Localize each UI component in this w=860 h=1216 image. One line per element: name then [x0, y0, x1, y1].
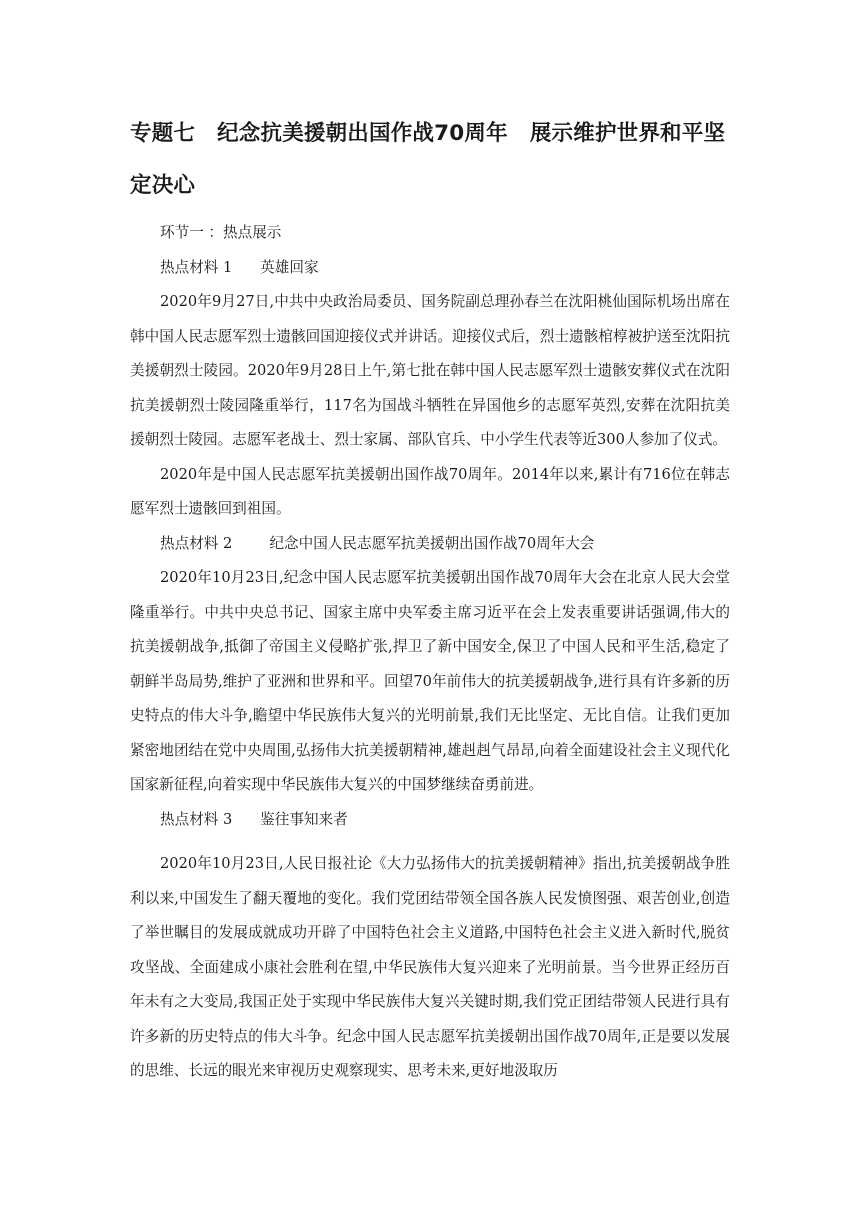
material-paragraph: 2020年10月23日,人民日报社论《大力弘扬伟大的抗美援朝精神》指出,抗美援朝战争胜利以来,中国发生了翻天覆地的变化。我们党团结带领全国各族人民发愤图强、艰苦创业,创造了举世瞩目的发展成就成功开辟了中国特色社会主义道路,中国特色社会主义进入新时代,脱贫攻坚战、全面建成小康社会胜利在望,中华民族伟大复兴迎来了光明前景。当今世界正经历百年未有之大变局,我国正处于实现中华民族伟大复兴关键时期,我们党正团结带领人民进行具有许多新的历史特点的伟大斗争。纪念中国人民志愿军抗美援朝出国作战70周年,正是要以发展的思维、长远的眼光来审视历史观察现实、思考未来,更好地汲取历 [130, 855, 730, 1079]
section-heading: 环节一 ：热点展示 [160, 224, 282, 241]
material-label: 热点材料 3 [160, 810, 233, 828]
material-heading [130, 251, 730, 286]
title-theme: 纪念抗美援朝出国作战70周年 [217, 121, 508, 146]
material-paragraph: 2020年是中国人民志愿军抗美援朝出国作战70周年。2014年以来,累计有716位在韩志愿军烈士遗骸回到祖国。 [130, 465, 730, 517]
material-title: 纪念中国人民志愿军抗美援朝出国作战70周年大会 [269, 534, 595, 552]
material-paragraph: 2020年10月23日,纪念中国人民志愿军抗美援朝出国作战70周年大会在北京人民大会堂隆重举行。中共中央总书记、国家主席中央军委主席习近平在会上发表重要讲话强调,伟大的抗美援朝战争,抵御了帝国主义侵略扩张,捍卫了新中国安全,保卫了中国人民和平生活,稳定了朝鲜半岛局势,维护了亚洲和世界和平。回望70年前伟大的抗美援朝战争,进行具有许多新的历史特点的伟大斗争,瞻望中华民族伟大复兴的光明前景,我们无比坚定、无比自信。让我们更加紧密地团结在党中央周围,弘扬伟大抗美援朝精神,雄赳赳气昂昂,向着全面建设社会主义现代化国家新征程,向着实现中华民族伟大复兴的中国梦继续奋勇前进。 [130, 569, 730, 793]
material-title: 鉴往事知来者 [260, 810, 348, 828]
material-heading [130, 803, 730, 838]
material-paragraph: 2020年9月27日,中共中央政治局委员、国务院副总理孙春兰在沈阳桃仙国际机场出席在韩中国人民志愿军烈士遗骸回国迎接仪式并讲话。迎接仪式后，烈士遗骸棺椁被护送至沈阳抗美援朝烈士陵园。2020年9月28日上午,第七批在韩中国人民志愿军烈士遗骸安葬仪式在沈阳抗美援朝烈士陵园隆重举行，117名为国战斗牺牲在异国他乡的志愿军英烈,安葬在沈阳抗美援朝烈士陵园。志愿军老战士、烈士家属、部队官兵、中小学生代表等近300人参加了仪式。 [130, 293, 730, 448]
material-heading [130, 527, 730, 562]
material-title: 英雄回家 [260, 258, 319, 276]
document-page [130, 108, 730, 1089]
title-topic-number: 专题七 [130, 121, 196, 146]
material-label: 热点材料 1 [160, 258, 233, 276]
material-label: 热点材料 2 [160, 534, 233, 552]
document-title [130, 108, 730, 212]
title-subtheme: 展示维护世界和平坚定决心 [130, 121, 726, 198]
